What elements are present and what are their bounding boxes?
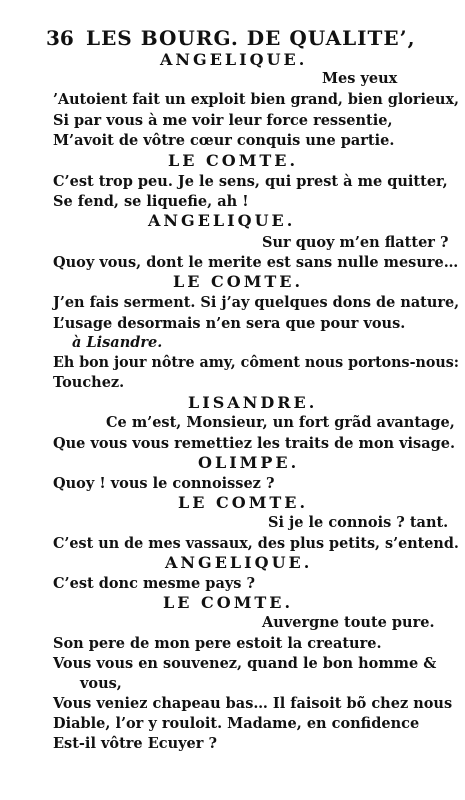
verse-line: L’usage desormais n’en sera que pour vous.: [53, 315, 406, 332]
verse-line: M’avoit de vôtre cœur conquis une partie.: [53, 132, 395, 149]
speaker-name: LISANDRE.: [188, 393, 318, 412]
verse-line: Vous vous en souvenez, quand le bon homme &: [53, 655, 437, 672]
speaker-name: ANGELIQUE.: [160, 50, 308, 69]
speaker-name: LE COMTE.: [173, 272, 304, 291]
verse-line: Quoy ! vous le connoissez ?: [53, 475, 275, 492]
verse-line: Eh bon jour nôtre amy, côment nous portons-nous:: [53, 354, 460, 371]
verse-line: Touchez.: [53, 374, 125, 391]
running-title: LES BOURG. DE QUALITE’,: [86, 26, 416, 50]
verse-line: Quoy vous, dont le merite est sans nulle mesure…: [53, 254, 459, 271]
speaker-name: ANGELIQUE.: [148, 211, 296, 230]
verse-line: Diable, l’or y rouloit. Madame, en confidence: [53, 715, 420, 732]
verse-line: C’est donc mesme pays ?: [53, 575, 255, 592]
speaker-name: ANGELIQUE.: [165, 553, 313, 572]
verse-line: Mes yeux: [322, 70, 398, 87]
verse-line: C’est un de mes vassaux, des plus petits, s’entend.: [53, 535, 459, 552]
verse-line: Son pere de mon pere estoit la creature.: [53, 635, 382, 652]
verse-line: Vous veniez chapeau bas… Il faisoit bõ chez nous: [53, 695, 453, 712]
verse-line: Auvergne toute pure.: [262, 614, 435, 631]
verse-line: Si par vous à me voir leur force ressentie,: [53, 112, 393, 129]
verse-line: ’Autoient fait un exploit bien grand, bien glorieux,: [53, 91, 459, 108]
stage-direction: à Lisandre.: [72, 334, 163, 351]
speaker-name: LE COMTE.: [178, 493, 309, 512]
verse-line: Est-il vôtre Ecuyer ?: [53, 735, 217, 752]
speaker-name: LE COMTE.: [168, 151, 299, 170]
verse-line: Ce m’est, Monsieur, un fort grãd avantage,: [106, 414, 455, 431]
speaker-name: OLIMPE.: [198, 453, 300, 472]
page-number: 36: [46, 26, 74, 50]
verse-line: Sur quoy m’en flatter ?: [262, 234, 449, 251]
verse-line: Se fend, se liquefie, ah !: [53, 193, 249, 210]
page-header: [46, 26, 446, 50]
speaker-name: LE COMTE.: [163, 593, 294, 612]
verse-line: J’en fais serment. Si j’ay quelques dons de nature,: [53, 294, 460, 311]
verse-line: C’est trop peu. Je le sens, qui prest à me quitter,: [53, 173, 448, 190]
verse-line: Que vous vous remettiez les traits de mon visage.: [53, 435, 456, 452]
verse-line: vous,: [80, 675, 122, 692]
verse-line: Si je le connois ? tant.: [268, 514, 449, 531]
